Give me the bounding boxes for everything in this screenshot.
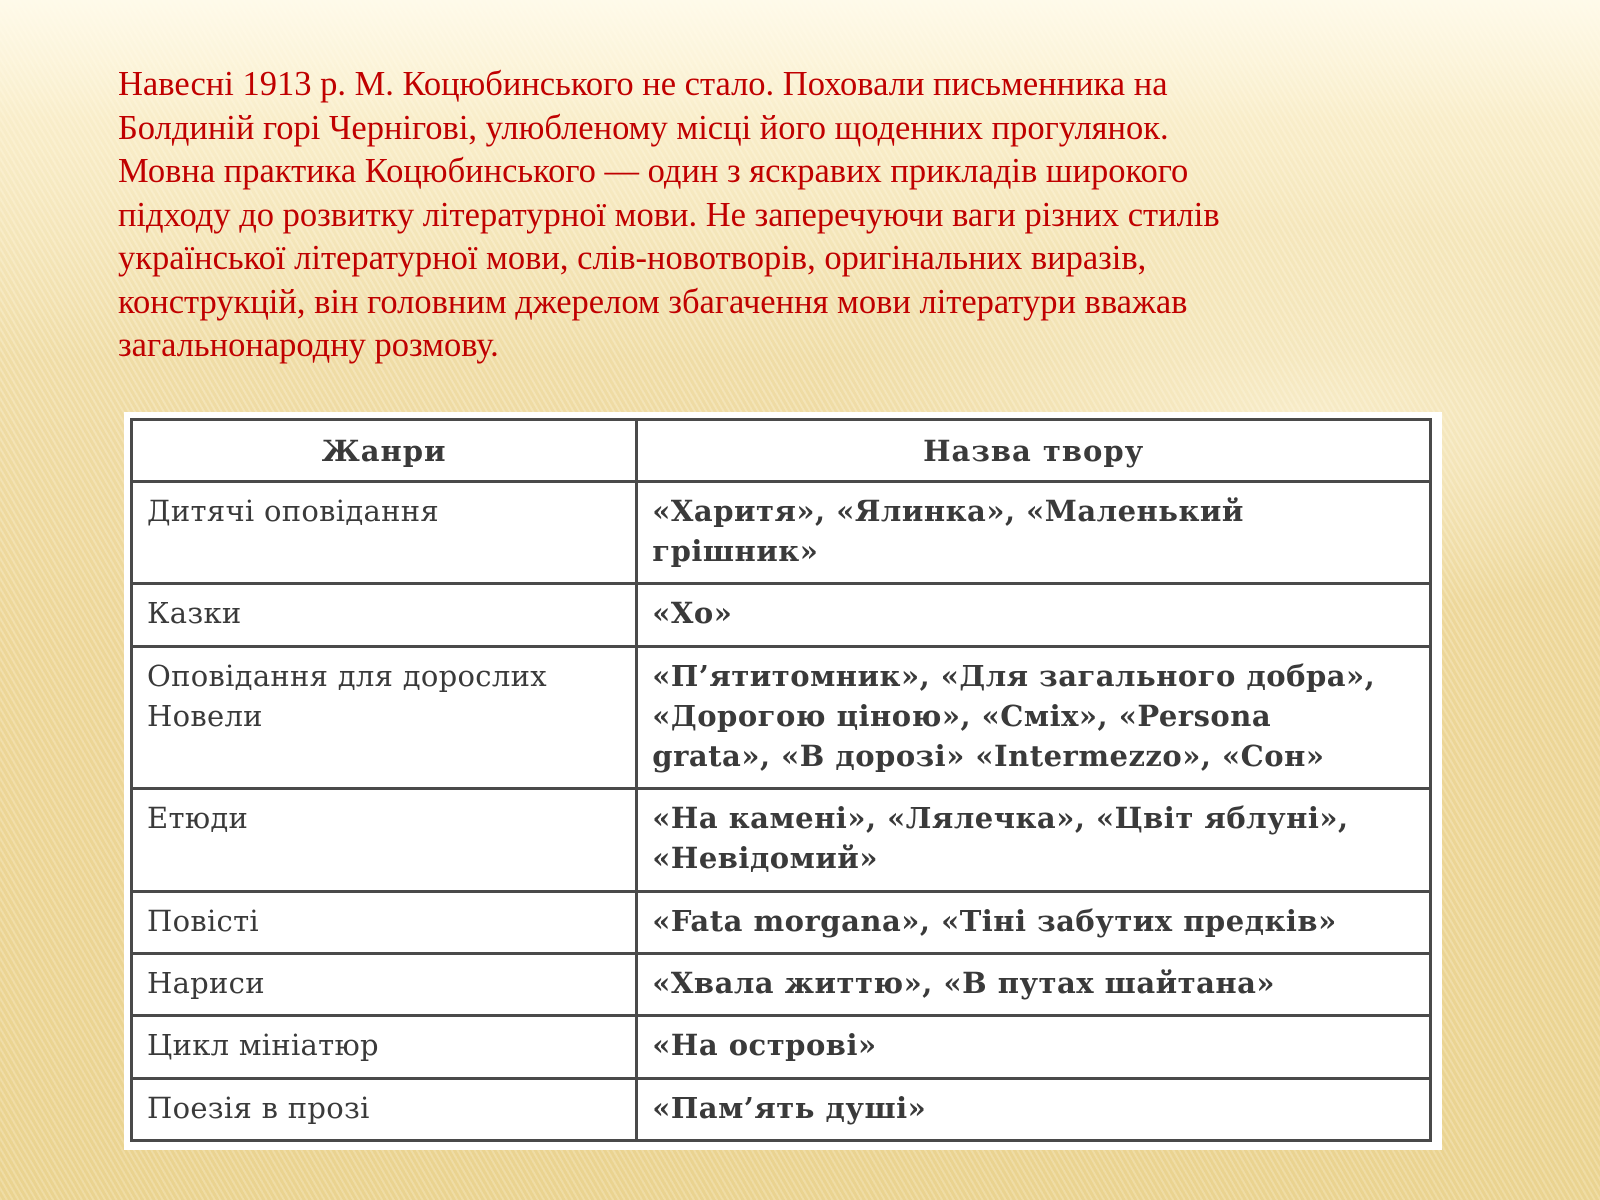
work-cell (637, 482, 1431, 584)
work-line: «Харитя», «Ялинка», «Маленький (652, 494, 1244, 528)
genre-line: Поезія в прозі (147, 1090, 370, 1125)
column-header-genres: Жанри (132, 420, 637, 482)
work-cell (637, 646, 1431, 789)
work-cell (637, 584, 1431, 646)
work-line: «Невідомий» (652, 841, 878, 876)
table-header-row (132, 420, 1431, 482)
work-line: «На острові» (652, 1028, 877, 1063)
table-row (132, 482, 1431, 584)
genre-cell (132, 646, 637, 789)
paragraph-line: української літературної мови, слів-новотворів, оригінальних виразів, (118, 239, 1147, 277)
table-row (132, 1078, 1431, 1140)
work-line: grata», «В дорозі» «Intermezzo», «Сон» (652, 738, 1325, 773)
work-line: «Fata morgana», «Тіні забутих предків» (652, 903, 1337, 938)
genre-line: Етюди (147, 801, 249, 836)
table-row (132, 954, 1431, 1016)
work-line: «Дорогою ціною», «Сміх», «Persona (652, 698, 1272, 733)
paragraph-line: Болдиній горі Чернігові, улюбленому місці його щоденних прогулянок. (118, 108, 1169, 147)
work-line: «Хвала життю», «В путах шайтана» (652, 966, 1276, 1001)
genre-line: Дитячі оповідання (147, 494, 439, 528)
work-line: грішник» (652, 534, 819, 568)
genre-line: Казки (147, 596, 242, 631)
genre-cell (132, 954, 637, 1016)
genre-line: Оповідання для дорослих (147, 658, 547, 693)
paragraph-line: загальнонародну розмову. (118, 326, 499, 364)
genre-cell (132, 584, 637, 646)
work-cell (637, 891, 1431, 953)
work-line: «П’ятитомник», «Для загального добра», (652, 658, 1376, 693)
genre-line: Новели (147, 698, 263, 733)
genre-line: Нариси (147, 966, 265, 1001)
work-line: «Пам’ять душі» (652, 1090, 927, 1125)
work-cell (637, 1078, 1431, 1140)
genre-cell (132, 1016, 637, 1078)
table-row (132, 584, 1431, 646)
column-header-work-title: Назва твору (637, 420, 1431, 482)
genre-cell (132, 1078, 637, 1140)
genres-table-image (124, 412, 1442, 1150)
table-row (132, 646, 1431, 789)
table-row (132, 891, 1431, 953)
table-row (132, 1016, 1431, 1078)
paragraph-line: Мовна практика Коцюбинського — один з яскравих прикладів широкого (118, 152, 1189, 190)
genre-line: Цикл мініатюр (147, 1028, 379, 1063)
paragraph-line: Навесні 1913 р. М. Коцюбинського не стало. Поховали письменника на (118, 65, 1168, 103)
intro-paragraph (118, 63, 1408, 368)
paragraph-line: конструкцій, він головним джерелом збагачення мови літератури вважав (118, 282, 1188, 321)
paragraph-line: підходу до розвитку літературної мови. Не заперечуючи ваги різних стилів (118, 195, 1220, 234)
work-line: «На камені», «Лялечка», «Цвіт яблуні», (652, 801, 1349, 836)
work-cell (637, 789, 1431, 891)
genre-cell (132, 482, 637, 584)
table-row (132, 789, 1431, 891)
genre-cell (132, 891, 637, 953)
work-line: «Хо» (652, 596, 733, 631)
work-cell (637, 954, 1431, 1016)
genre-cell (132, 789, 637, 891)
genres-table (130, 418, 1432, 1142)
work-cell (637, 1016, 1431, 1078)
genre-line: Повісті (147, 903, 260, 938)
